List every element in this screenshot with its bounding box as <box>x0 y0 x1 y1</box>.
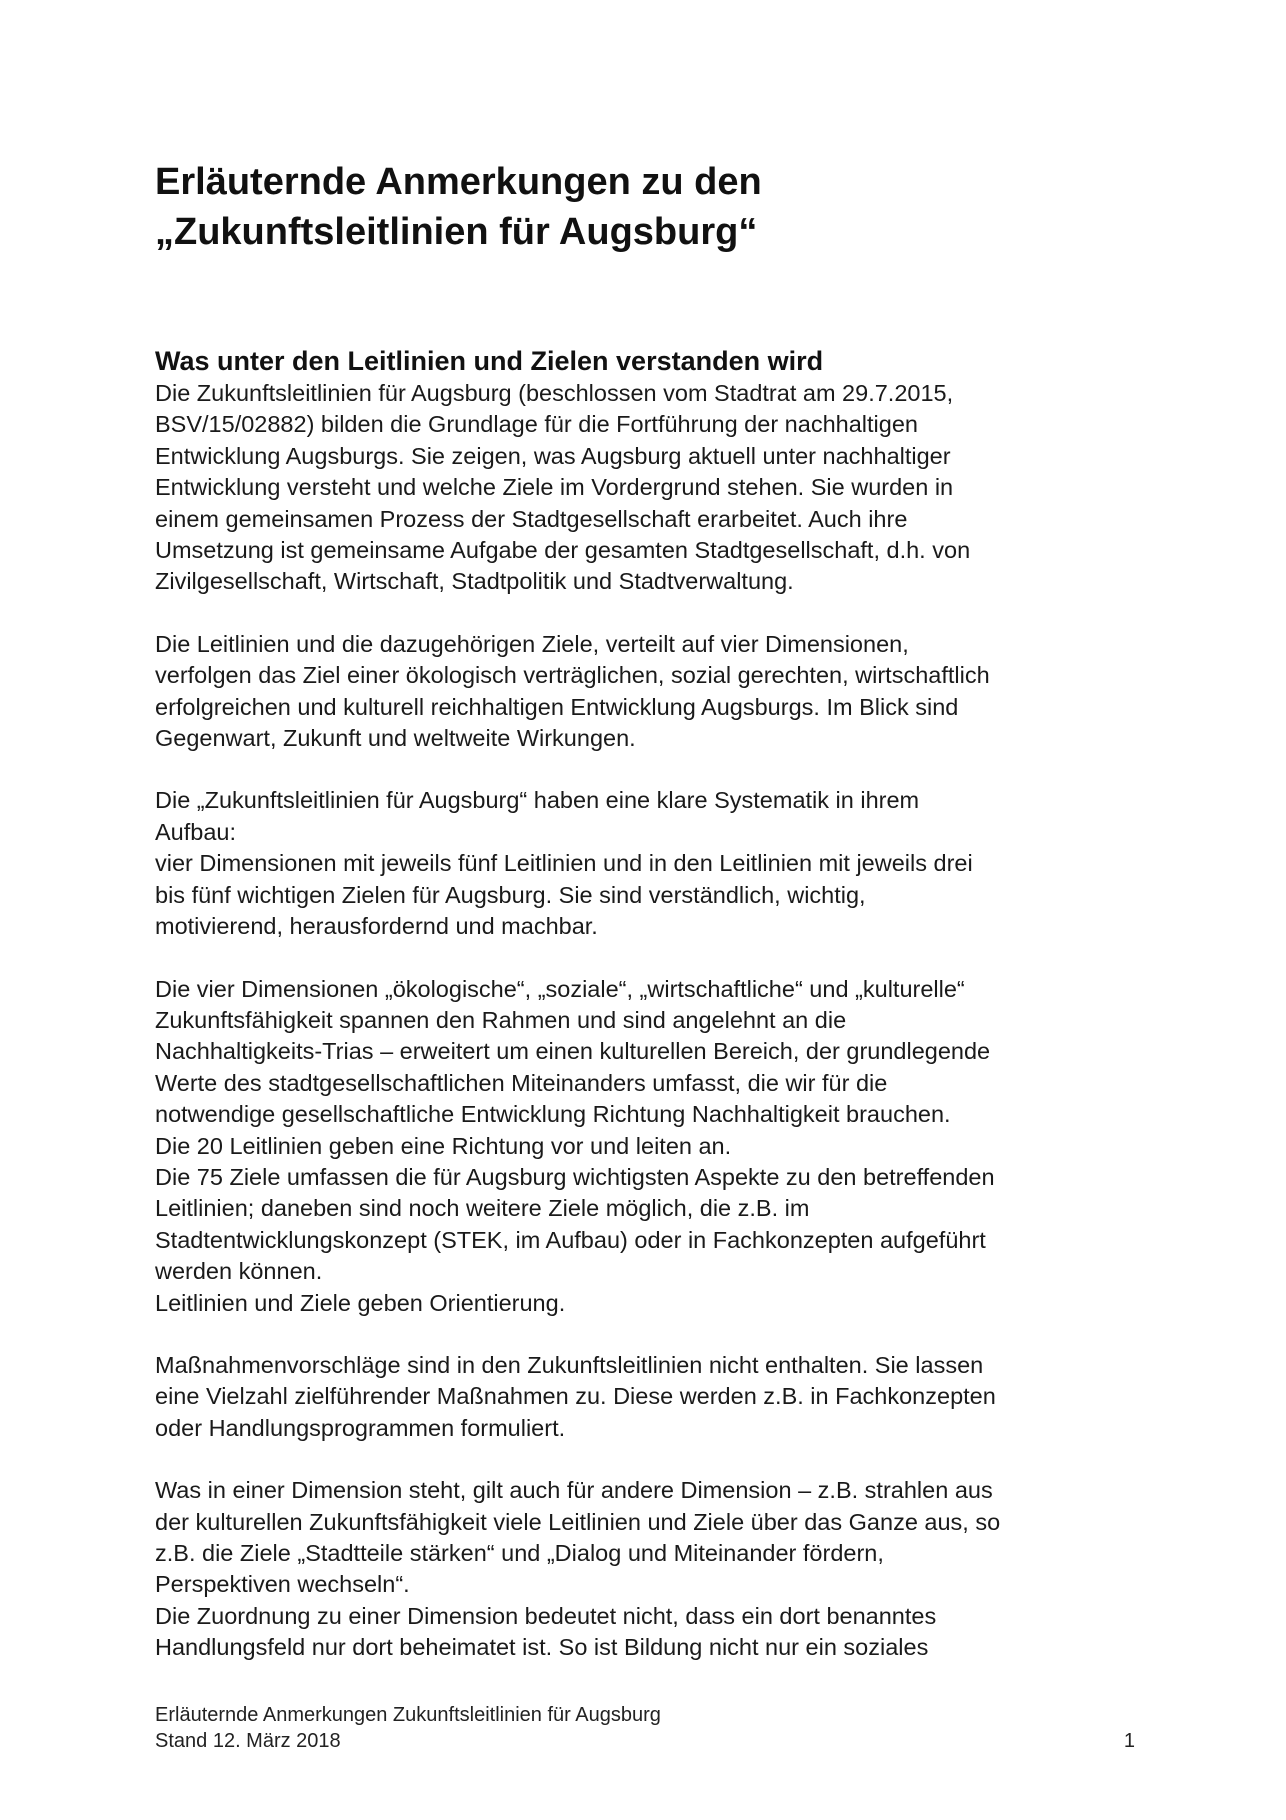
text-line: BSV/15/02882) bilden die Grundlage für die Fortführung der nachhaltigen <box>155 411 918 438</box>
text-line: Werte des stadtgesellschaftlichen Miteinanders umfasst, die wir für die <box>155 1069 888 1096</box>
text-line: Die Zuordnung zu einer Dimension bedeutet nicht, dass ein dort benanntes <box>155 1602 937 1629</box>
text-line: Die 75 Ziele umfassen die für Augsburg wichtigsten Aspekte zu den betreffenden <box>155 1163 995 1190</box>
text-line: Entwicklung Augsburgs. Sie zeigen, was Augsburg aktuell unter nachhaltiger <box>155 442 951 469</box>
page-number: 1 <box>1123 1730 1135 1752</box>
text-line: notwendige gesellschaftliche Entwicklung Richtung Nachhaltigkeit brauchen. <box>155 1101 951 1128</box>
text-line: Die Leitlinien und die dazugehörigen Ziele, verteilt auf vier Dimensionen, <box>155 630 909 657</box>
text-line: z.B. die Ziele „Stadtteile stärken“ und „Dialog und Miteinander fördern, <box>155 1540 884 1566</box>
text-line: werden können. <box>155 1258 323 1285</box>
document-title <box>155 157 1155 257</box>
text-line: einem gemeinsamen Prozess der Stadtgesellschaft erarbeitet. Auch ihre <box>155 505 908 532</box>
section-heading: Was unter den Leitlinien und Zielen verstanden wird <box>155 346 824 376</box>
title-line: „Zukunftsleitlinien für Augsburg“ <box>155 211 758 253</box>
paragraph-systematik <box>155 785 1155 942</box>
footer-date: Stand 12. März 2018 <box>155 1730 341 1752</box>
document-body <box>155 344 1155 1695</box>
text-line: eine Vielzahl zielführender Maßnahmen zu. Diese werden z.B. in Fachkonzepten <box>155 1383 996 1410</box>
page-footer <box>155 1702 1135 1754</box>
text-line: Entwicklung versteht und welche Ziele im Vordergrund stehen. Sie wurden in <box>155 474 954 501</box>
text-line: Zivilgesellschaft, Wirtschaft, Stadtpolitik und Stadtverwaltung. <box>155 568 794 595</box>
text-line: bis fünf wichtigen Zielen für Augsburg. Sie sind verständlich, wichtig, <box>155 881 866 908</box>
text-line: Umsetzung ist gemeinsame Aufgabe der gesamten Stadtgesellschaft, d.h. von <box>155 537 971 564</box>
paragraph-dimensionen <box>155 629 1155 755</box>
paragraph-vier-dimensionen <box>155 974 1155 1319</box>
text-line: Leitlinien und Ziele geben Orientierung. <box>155 1289 566 1316</box>
text-line: verfolgen das Ziel einer ökologisch verträglichen, sozial gerechten, wirtschaftlich <box>155 662 990 689</box>
text-line: erfolgreichen und kulturell reichhaltigen Entwicklung Augsburgs. Im Blick sind <box>155 693 959 720</box>
text-line: Perspektiven wechseln“. <box>155 1571 410 1598</box>
text-line: vier Dimensionen mit jeweils fünf Leitlinien und in den Leitlinien mit jeweils drei <box>155 850 973 877</box>
text-line: Zukunftsfähigkeit spannen den Rahmen und sind angelehnt an die <box>155 1006 847 1033</box>
text-line: Nachhaltigkeits-Trias – erweitert um einen kulturellen Bereich, der grundlegende <box>155 1038 991 1065</box>
footer-document-title: Erläuternde Anmerkungen Zukunftsleitlinien für Augsburg <box>155 1704 661 1726</box>
text-line: Was in einer Dimension steht, gilt auch für andere Dimension – z.B. strahlen aus <box>155 1477 993 1504</box>
text-line: motivierend, herausfordernd und machbar. <box>155 913 598 940</box>
paragraph-grundlage <box>155 378 1155 598</box>
text-line: Die 20 Leitlinien geben eine Richtung vor und leiten an. <box>155 1132 732 1159</box>
title-line: Erläuternde Anmerkungen zu den <box>155 161 762 203</box>
paragraph-massnahmen <box>155 1350 1155 1444</box>
text-line: Die Zukunftsleitlinien für Augsburg (beschlossen vom Stadtrat am 29.7.2015, <box>155 380 954 406</box>
text-line: Maßnahmenvorschläge sind in den Zukunftsleitlinien nicht enthalten. Sie lassen <box>155 1351 984 1378</box>
text-line: Leitlinien; daneben sind noch weitere Ziele möglich, die z.B. im <box>155 1195 810 1222</box>
text-line: Gegenwart, Zukunft und weltweite Wirkungen. <box>155 725 636 752</box>
text-line: der kulturellen Zukunftsfähigkeit viele Leitlinien und Ziele über das Ganze aus, so <box>155 1508 1001 1535</box>
text-line: Die „Zukunftsleitlinien für Augsburg“ haben eine klare Systematik in ihrem <box>155 787 920 814</box>
text-line: Die vier Dimensionen „ökologische“, „soziale“, „wirtschaftliche“ und „kulturelle“ <box>155 975 965 1002</box>
paragraph-zuordnung <box>155 1475 1155 1663</box>
text-line: Stadtentwicklungskonzept (STEK, im Aufbau) oder in Fachkonzepten aufgeführt <box>155 1226 986 1253</box>
text-line: oder Handlungsprogrammen formuliert. <box>155 1414 566 1441</box>
text-line: Handlungsfeld nur dort beheimatet ist. So ist Bildung nicht nur ein soziales <box>155 1634 929 1661</box>
text-line: Aufbau: <box>155 818 237 845</box>
